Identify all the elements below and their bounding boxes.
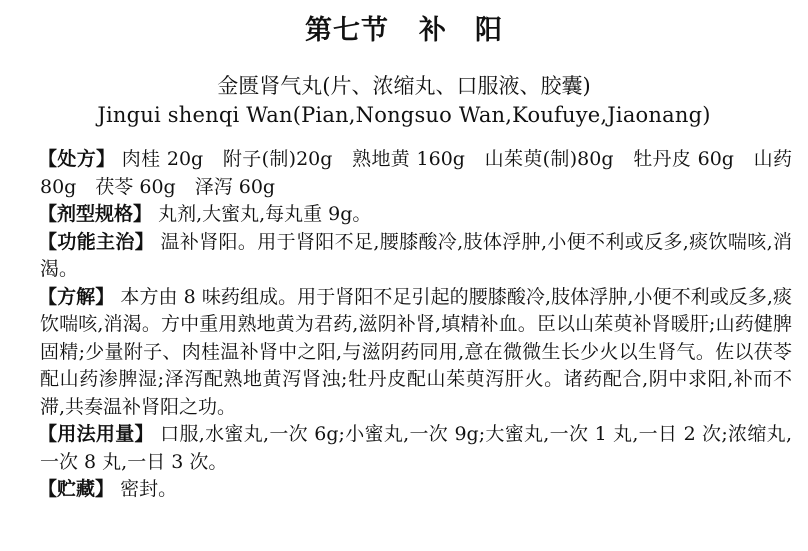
label-indications: 【功能主治】 [38,230,155,253]
text-indications: 温补肾阳。用于肾阳不足,腰膝酸冷,肢体浮肿,小便不利或反多,痰饮喘咳,消渴。 [40,230,792,280]
label-storage: 【贮藏】 [38,478,115,500]
text-dosage-form: 丸剂,大蜜丸,每丸重 9g。 [158,203,372,225]
section-topic: 补 阳 [419,15,503,46]
label-dosage-form: 【剂型规格】 [38,203,153,225]
label-prescription: 【处方】 [38,148,116,170]
text-formula-explanation: 本方由 8 味药组成。用于肾阳不足引起的腰膝酸冷,肢体浮肿,小便不利或反多,痰饮喘咳,消渴。方中重用熟地黄为君药,滋阴补肾,填精补血。臣以山茱萸补肾暖肝;山药健脾固精;少量附子、肉桂温补肾中之阳,与滋阴药同用,意在微微生长少火以生肾气。佐以茯苓配山药渗脾湿;泽泻配熟地黄泻肾浊;牡丹皮配山茱萸泻肝火。诸药配合,阴中求阳,补而不滞,共奏温补肾阳之功。 [40,285,792,418]
text-storage: 密封。 [120,478,178,500]
text-prescription: 肉桂 20g 附子(制)20g 熟地黄 160g 山茱萸(制)80g 牡丹皮 60g 山药 80g 茯苓 60g 泽泻 60g [40,148,792,198]
section-title [0,8,808,47]
label-usage: 【用法用量】 [38,423,154,445]
paragraph-storage [40,476,792,504]
text-usage: 口服,水蜜丸,一次 6g;小蜜丸,一次 9g;大蜜丸,一次 1 丸,一日 2 次;浓缩丸,一次 8 丸,一日 3 次。 [40,423,792,473]
paragraph-usage [40,421,792,476]
paragraph-dosage-form [40,201,792,229]
paragraph-prescription [40,146,792,201]
paragraph-indications [40,229,792,284]
section-number: 第七节 [305,15,389,46]
monograph-body [40,146,792,504]
drug-name: 金匮肾气丸(片、浓缩丸、口服液、胶囊) [217,74,591,98]
drug-pinyin: Jingui shenqi Wan(Pian,Nongsuo Wan,Koufuye,Jiaonang) [97,103,711,127]
paragraph-formula-explanation [40,284,792,422]
label-formula-explanation: 【方解】 [38,285,115,308]
